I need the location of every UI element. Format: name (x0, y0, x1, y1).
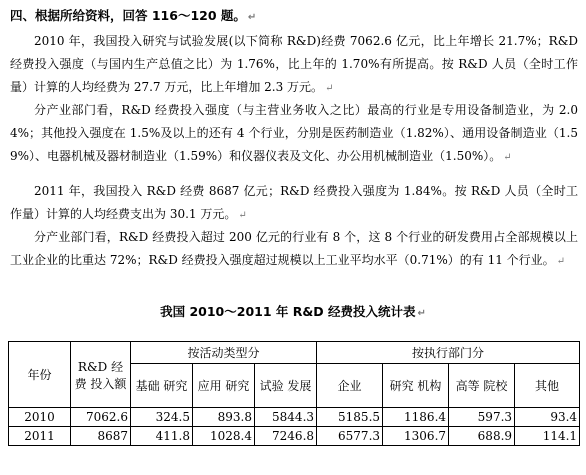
other-cell: 93.4 (515, 408, 580, 427)
applied-research-cell: 1028.4 (193, 427, 255, 446)
research-institute-header: 研究 机构 (383, 364, 449, 408)
experimental-development-header: 试验 发展 (255, 364, 317, 408)
paragraph-2011-sectors: 分产业部门看，R&D 经费投入超过 200 亿元的行业有 8 个，这 8 个行业的研发费用占全部规模以上工业企业的比重达 72%；R&D 经费投入强度超过规模以上工业平均水平（0.71%）的有 11 个行业。 ↵ (10, 230, 578, 267)
paragraph-mark-icon: ↵ (238, 210, 247, 221)
research-institute-cell: 1186.4 (383, 408, 449, 427)
total-header: R&D 经费 投入额 (71, 342, 131, 408)
table-row (9, 408, 580, 427)
university-cell: 688.9 (449, 427, 515, 446)
paragraph-2010-overview: 2010 年，我国投入研究与试验发展(以下简称 R&D)经费 7062.6 亿元，比上年增长 21.7%；R&D 经费投入强度（与国内生产总值之比）为 1.76%，比上年的 1.70%有所提高。按 R&D 人员（全时工作量）计算的人均经费为 27.7 万元，比上年增加 2.3 万元。 ↵ (10, 34, 578, 94)
paragraph-mark-icon: ↵ (325, 83, 334, 94)
sector-group-header: 按执行部门分 (317, 342, 580, 364)
year-header: 年份 (9, 342, 71, 408)
research-institute-cell: 1306.7 (383, 427, 449, 446)
total-cell: 8687 (71, 427, 131, 446)
other-header: 其他 (515, 364, 580, 408)
paragraph-mark-icon: ↵ (503, 152, 512, 163)
rd-statistics-table (8, 341, 580, 446)
table-row (9, 427, 580, 446)
paragraph-2011-overview: 2011 年，我国投入 R&D 经费 8687 亿元；R&D 经费投入强度为 1.84%。按 R&D 人员（全时工作量）计算的人均经费支出为 30.1 万元。 ↵ (10, 184, 578, 221)
enterprise-cell: 5185.5 (317, 408, 383, 427)
applied-research-cell: 893.8 (193, 408, 255, 427)
university-header: 高等 院校 (449, 364, 515, 408)
basic-research-cell: 411.8 (131, 427, 193, 446)
table-header-row-groups (9, 342, 580, 364)
experimental-development-cell: 7246.8 (255, 427, 317, 446)
basic-research-header: 基础 研究 (131, 364, 193, 408)
total-cell: 7062.6 (71, 408, 131, 427)
other-cell: 114.1 (515, 427, 580, 446)
experimental-development-cell: 5844.3 (255, 408, 317, 427)
question-heading: 四、根据所给资料，回答 116～120 题。 ↵ (10, 8, 257, 23)
activity-group-header: 按活动类型分 (131, 342, 317, 364)
year-cell: 2011 (9, 427, 71, 446)
paragraph-mark-icon: ↵ (417, 308, 426, 319)
paragraph-mark-icon: ↵ (247, 12, 257, 23)
basic-research-cell: 324.5 (131, 408, 193, 427)
table-title: 我国 2010～2011 年 R&D 经费投入统计表 ↵ (160, 304, 426, 319)
university-cell: 597.3 (449, 408, 515, 427)
paragraph-mark-icon: ↵ (556, 256, 566, 267)
paragraph-2010-sectors: 分产业部门看，R&D 经费投入强度（与主营业务收入之比）最高的行业是专用设备制造业，为 2.04%；其他投入强度在 1.5%及以上的还有 4 个行业，分别是医药制造业（1.82%）、通用设备制造业（1.59%）、电器机械及器材制造业（1.59%）和仪器仪表及文化、办公用机械制造业（1.50%）。 ↵ (10, 103, 578, 163)
applied-research-header: 应用 研究 (193, 364, 255, 408)
enterprise-header: 企业 (317, 364, 383, 408)
year-cell: 2010 (9, 408, 71, 427)
enterprise-cell: 6577.3 (317, 427, 383, 446)
